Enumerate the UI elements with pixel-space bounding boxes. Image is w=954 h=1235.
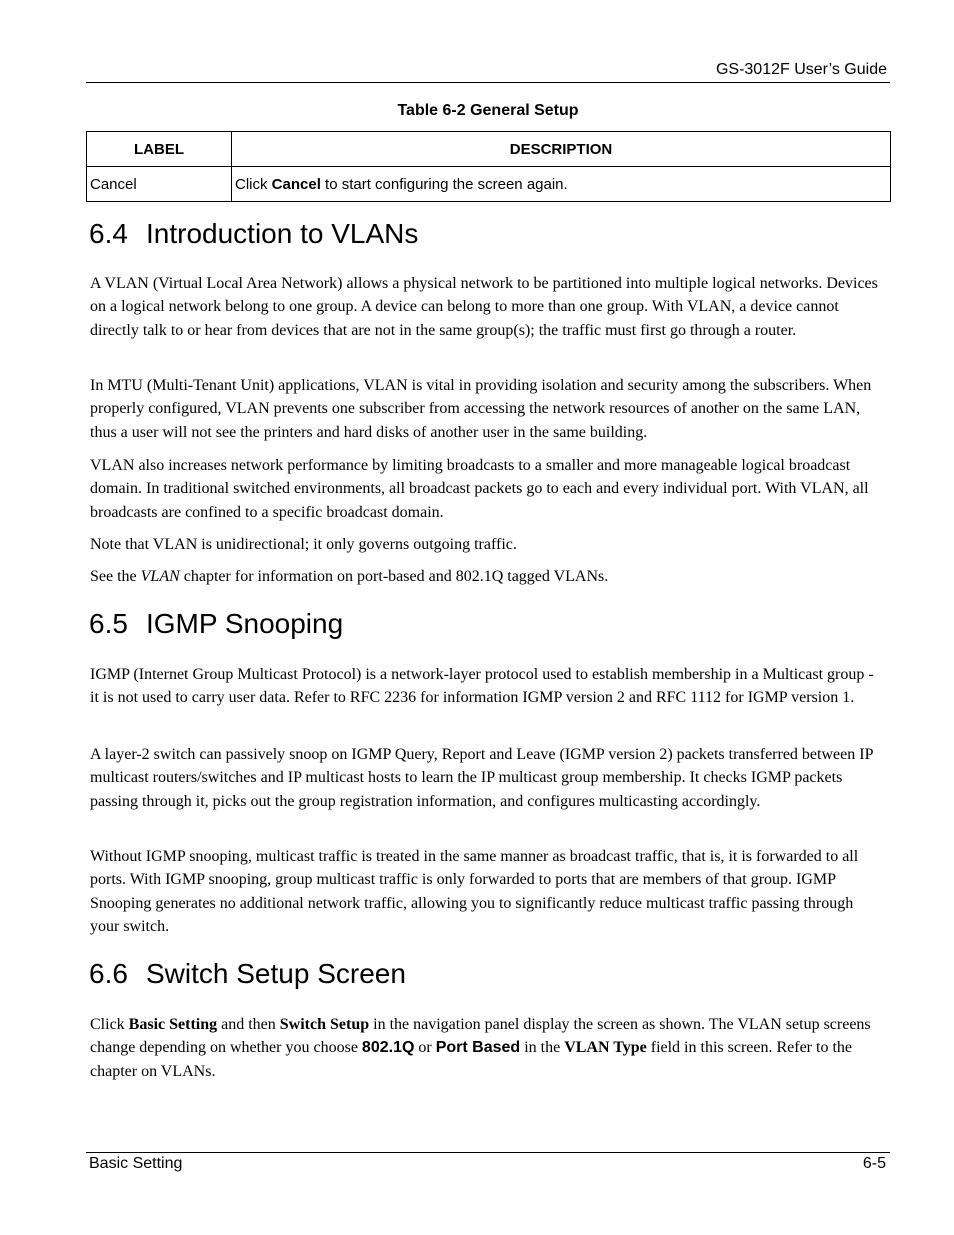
row-label-cell: Cancel xyxy=(87,167,232,202)
footer-chapter-name: Basic Setting xyxy=(89,1155,183,1172)
section-title: Introduction to VLANs xyxy=(146,218,419,249)
section-heading-igmp xyxy=(89,608,343,640)
igmp-paragraph-1: IGMP (Internet Group Multicast Protocol) is a network-layer protocol used to establish membership in a Multicast group - it is not used to carry user data. Refer to RFC 2236 for information IGMP version 2 and RFC 1112 for IGMP version 1. xyxy=(90,666,874,707)
vlan-type-term: VLAN Type xyxy=(564,1039,647,1057)
section-number: 6.6 xyxy=(89,958,128,989)
switch-setup-paragraph: Click Basic Setting and then Switch Setup in the navigation panel display the screen as shown. The VLAN setup screens change depending on whether you choose 802.1Q or Port Based in the VLAN Type field in this screen. Refer to the chapter on VLANs. xyxy=(90,1016,871,1080)
general-setup-table xyxy=(86,131,891,202)
section-number: 6.4 xyxy=(89,218,128,249)
igmp-paragraph-2: A layer-2 switch can passively snoop on IGMP Query, Report and Leave (IGMP version 2) packets transferred between IP multicast routers/switches and IP multicast hosts to learn the IP multicast group membership. It checks IGMP packets passing through it, picks out the group registration information, and configures multicasting accordingly. xyxy=(90,746,873,810)
vlan-paragraph-5: See the VLAN chapter for information on port-based and 802.1Q tagged VLANs. xyxy=(90,568,609,585)
section-title: IGMP Snooping xyxy=(146,608,344,639)
vlan-paragraph-3: VLAN also increases network performance by limiting broadcasts to a smaller and more manageable logical broadcast domain. In traditional switched environments, all broadcast packets go to each and every individual port. With VLAN, all broadcasts are confined to a specific broadcast domain. xyxy=(90,457,869,521)
running-header: GS-3012F User’s Guide xyxy=(715,61,887,78)
igmp-paragraph-3: Without IGMP snooping, multicast traffic is treated in the same manner as broadcast traffic, that is, it is forwarded to all ports. With IGMP snooping, group multicast traffic is only forwarded to ports that are members of that group. IGMP Snooping generates no additional network traffic, allowing you to significantly reduce multicast traffic passing through your switch. xyxy=(90,848,859,935)
table-row xyxy=(87,167,891,202)
footer-divider xyxy=(86,1152,890,1153)
8021q-term: 802.1Q xyxy=(361,1039,415,1057)
switch-setup-term: Switch Setup xyxy=(279,1016,370,1033)
section-heading-switch-setup xyxy=(89,958,406,990)
table-header-row xyxy=(87,132,891,167)
column-header-description: DESCRIPTION xyxy=(232,132,891,167)
table-caption: Table 6-2 General Setup xyxy=(397,102,579,119)
vlan-paragraph-1: A VLAN (Virtual Local Area Network) allows a physical network to be partitioned into multiple logical networks. Devices on a logical network belong to one group. A device can belong to more than one group. With VLAN, a device cannot directly talk to or hear from devices that are not in the same group(s); the traffic must first go through a router. xyxy=(90,275,878,339)
section-title: Switch Setup Screen xyxy=(146,958,406,989)
vlan-paragraph-2: In MTU (Multi-Tenant Unit) applications, VLAN is vital in providing isolation and security among the subscribers. When properly configured, VLAN prevents one subscriber from accessing the network resources of another on the same LAN, thus a user will not see the printers and hard disks of another user in the same building. xyxy=(90,377,872,441)
vlan-paragraph-4: Note that VLAN is unidirectional; it only governs outgoing traffic. xyxy=(90,536,517,553)
page-number: 6-5 xyxy=(862,1155,886,1172)
vlan-chapter-reference: VLAN xyxy=(140,568,180,585)
cancel-term: Cancel xyxy=(271,175,321,193)
column-header-label: LABEL xyxy=(87,132,232,167)
basic-setting-term: Basic Setting xyxy=(128,1016,218,1033)
row-description-cell: Click Cancel to start configuring the screen again. xyxy=(232,167,891,202)
section-heading-vlan xyxy=(89,218,418,250)
section-number: 6.5 xyxy=(89,608,128,639)
header-divider xyxy=(86,82,890,83)
port-based-term: Port Based xyxy=(435,1039,521,1057)
